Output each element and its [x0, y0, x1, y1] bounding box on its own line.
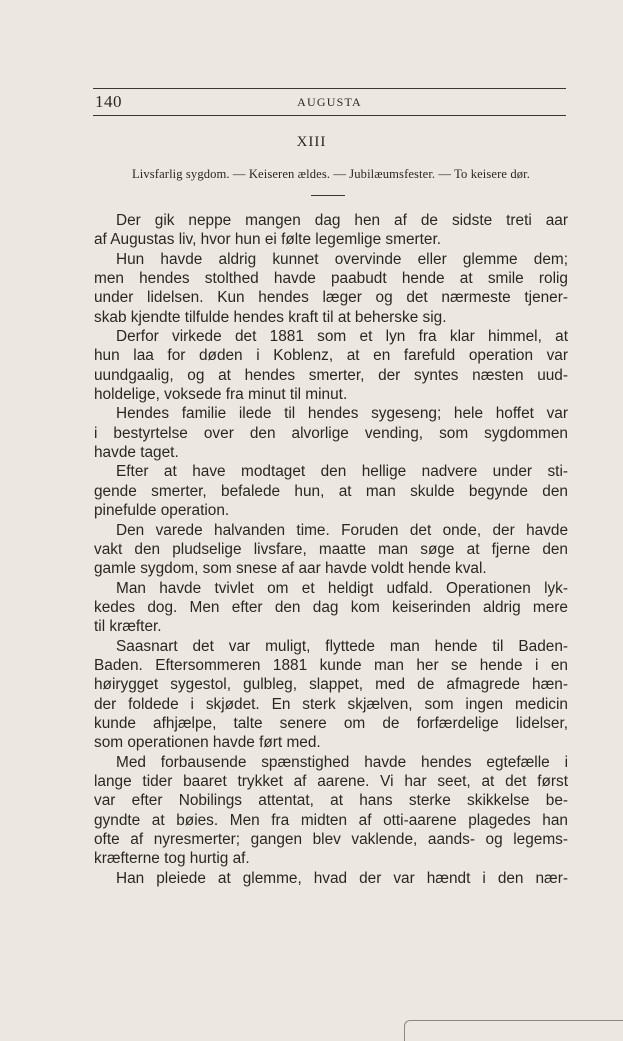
text-line: men hendes stolthed havde paabudt hende at smile rolig — [94, 270, 568, 288]
text-line: ofte af nyresmerter; gangen blev vaklende, aands- og legems- — [94, 831, 568, 848]
text-line: gamle sygdom, som snese af aar havde voldt hende kval. — [94, 560, 487, 578]
text-line: kræfterne tog hurtig af. — [94, 850, 250, 868]
page-header — [93, 88, 566, 116]
text-line: Saasnart det var muligt, flyttede man hende til Baden- — [116, 637, 568, 655]
text-line: under lidelsen. Kun hendes læger og det nærmeste tjener- — [94, 289, 568, 307]
text-line: til kræfter. — [94, 618, 162, 636]
text-line: uundgaalig, og at hendes smerter, der syntes næsten uud- — [94, 366, 568, 384]
text-line: var efter Nobilings attentat, at hans sterke skikkelse be- — [94, 792, 568, 810]
text-line: i bestyrtelse over den alvorlige vending, som sygdommen — [94, 424, 568, 442]
text-line: Den varede halvanden time. Foruden det onde, der havde — [116, 521, 568, 539]
text-line: Efter at have modtaget den hellige nadvere under sti- — [116, 463, 568, 481]
section-divider — [311, 195, 345, 196]
page-number: 140 — [95, 92, 122, 111]
text-line: Han pleiede at glemme, hvad der var hændt i den nær- — [116, 869, 568, 887]
text-line: som operationen havde ført med. — [94, 734, 321, 752]
text-line: Der gik neppe mangen dag hen af de sidste treti aar — [116, 212, 568, 229]
text-line: Derfor virkede det 1881 som et lyn fra klar himmel, at — [116, 328, 568, 346]
text-line: Man havde tvivlet om et heldigt udfald. Operationen lyk- — [116, 579, 568, 597]
text-line: høirygget sygestol, gulbleg, slappet, med de afmagrede hæn- — [94, 676, 568, 694]
text-line: kedes dog. Men efter den dag kom keiserinden aldrig mere — [94, 598, 568, 616]
text-line: hun laa for døden i Koblenz, at en farefuld operation var — [94, 347, 568, 365]
body-text — [94, 211, 568, 888]
text-line: gyndte at bøies. Men fra midten af otti-aarene plagedes han — [94, 811, 568, 829]
text-line: af Augustas liv, hvor hun ei følte legemlige smerter. — [94, 231, 442, 249]
running-title: AUGUSTA — [297, 95, 362, 109]
page-corner-mark — [404, 1020, 623, 1041]
text-line: pinefulde operation. — [94, 502, 230, 520]
chapter-summary: Livsfarlig sygdom. — Keiseren ældes. — Jubilæumsfester. — To keisere dør. — [132, 167, 530, 181]
text-line: vakt den pludselige livsfare, maatte man søge at fjerne den — [94, 540, 568, 558]
chapter-number: XIII — [296, 134, 327, 150]
text-line: Hun havde aldrig kunnet overvinde eller glemme dem; — [116, 250, 568, 268]
text-line: lange tider baaret trykket af aarene. Vi har seet, at det først — [94, 772, 568, 790]
text-line: gende smerter, befalede hun, at man skulde begynde den — [94, 482, 568, 500]
text-line: Med forbausende spænstighed havde hendes egtefælle i — [116, 753, 568, 771]
text-line: Baden. Eftersommeren 1881 kunde man her se hende i en — [94, 656, 568, 674]
text-line: der foldede i skjødet. En sterk skjælven, som ingen medicin — [94, 695, 568, 713]
text-line: Hendes familie ilede til hendes sygeseng; hele hoffet var — [116, 405, 568, 423]
text-line: holdelige, voksede fra minut til minut. — [94, 386, 348, 404]
text-line: skab kjendte tilfulde hendes kraft til at beherske sig. — [94, 308, 447, 326]
text-line: havde taget. — [94, 444, 179, 462]
text-line: kunde afhjælpe, talte senere om de forfærdelige lidelser, — [94, 714, 568, 732]
